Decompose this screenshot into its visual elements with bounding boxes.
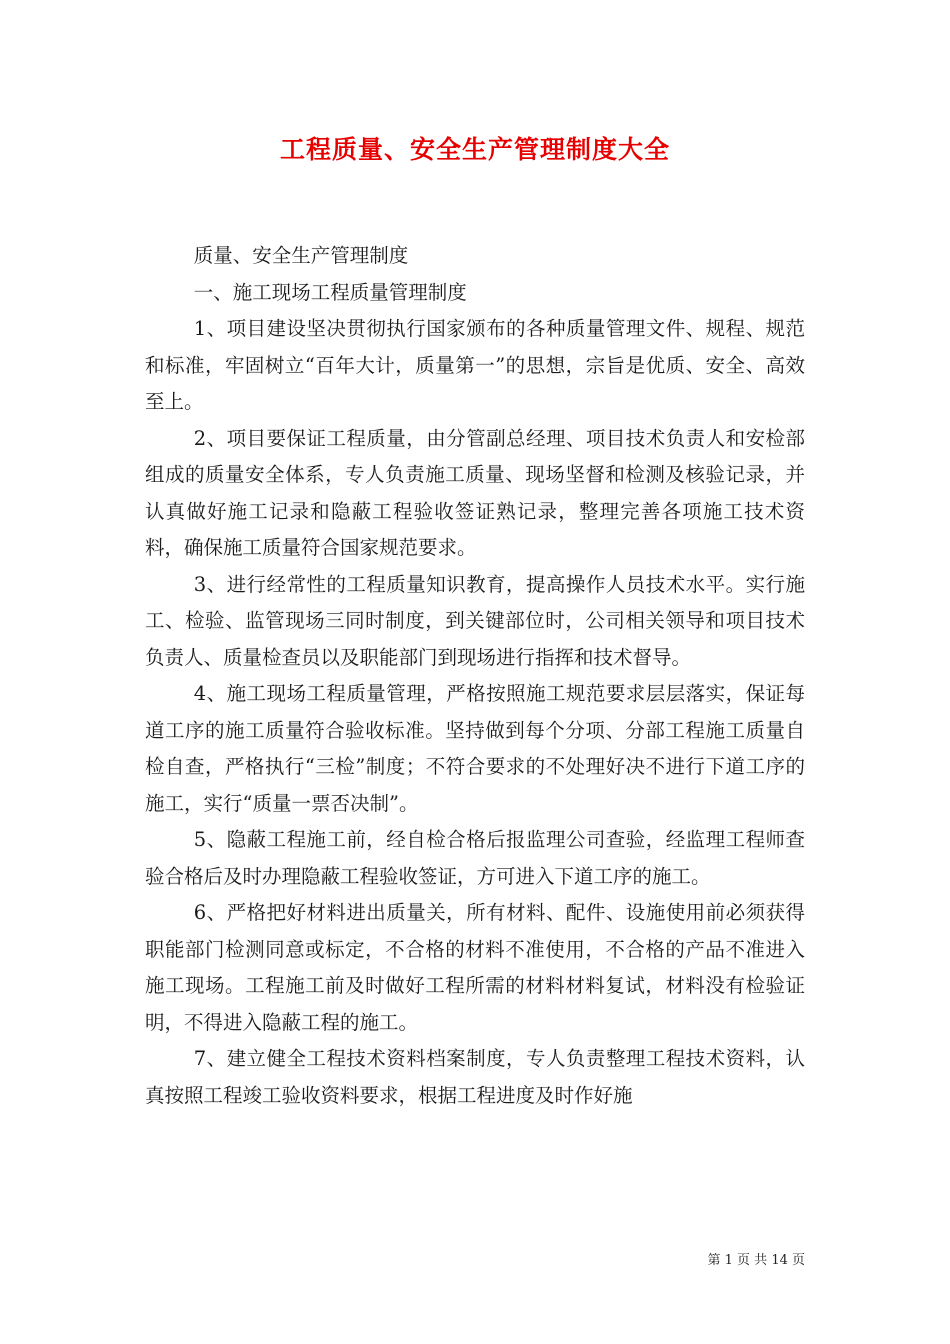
paragraph-3: 3、进行经常性的工程质量知识教育，提高操作人员技术水平。实行施工、检验、监管现场三同时制度，到关键部位时，公司相关领导和项目技术负责人、质量检查员以及职能部门到现场进行指挥和技术督导。: [145, 572, 805, 669]
paragraph-4: 4、施工现场工程质量管理，严格按照施工规范要求层层落实，保证每道工序的施工质量符合验收标准。坚持做到每个分项、分部工程施工质量自检自查，严格执行“三检”制度；不符合要求的不处理好决不进行下道工序的施工，实行“质量一票否决制”。: [145, 682, 805, 815]
section-heading: 质量、安全生产管理制度: [193, 244, 409, 267]
paragraph-2: 2、项目要保证工程质量，由分管副总经理、项目技术负责人和安检部组成的质量安全体系，专人负责施工质量、现场坚督和检测及核验记录，并认真做好施工记录和隐蔽工程验收签证熟记录，整理完善各项施工技术资料，确保施工质量符合国家规范要求。: [145, 426, 805, 559]
subsection-heading: 一、施工现场工程质量管理制度: [193, 280, 467, 304]
document-body: [145, 238, 805, 1114]
paragraph-7: 7、建立健全工程技术资料档案制度，专人负责整理工程技术资料，认真按照工程竣工验收资料要求，根据工程进度及时作好施: [145, 1047, 805, 1107]
paragraph-1: 1、项目建设坚决贯彻执行国家颁布的各种质量管理文件、规程、规范和标准，牢固树立“百年大计，质量第一”的思想，宗旨是优质、安全、高效至上。: [145, 317, 805, 413]
page-number: 第 1 页 共 14 页: [707, 1253, 805, 1268]
paragraph-5: 5、隐蔽工程施工前，经自检合格后报监理公司查验，经监理工程师查验合格后及时办理隐蔽工程验收签证，方可进入下道工序的施工。: [145, 828, 805, 888]
document-title: 工程质量、安全生产管理制度大全: [279, 135, 670, 164]
paragraph-6: 6、严格把好材料进出质量关，所有材料、配件、设施使用前必须获得职能部门检测同意或标定，不合格的材料不准使用，不合格的产品不准进入施工现场。工程施工前及时做好工程所需的材料材料复试，材料没有检验证明，不得进入隐蔽工程的施工。: [145, 901, 805, 1034]
